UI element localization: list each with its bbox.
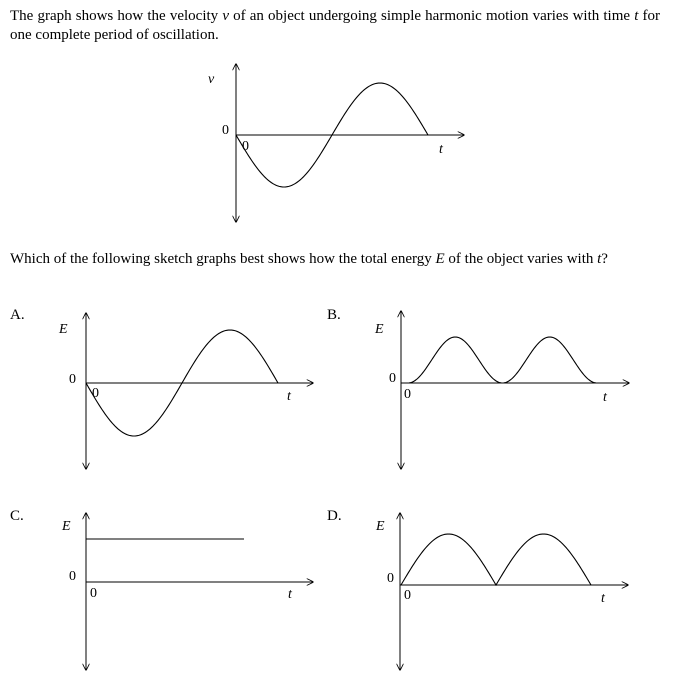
question-part-2: of the object varies with [444,251,598,267]
option-b-graph [374,311,629,469]
option-a-graph [58,313,313,469]
velocity-x-label: t [439,142,443,157]
option-a-x-label: t [287,389,291,404]
intro-var-t: t [634,8,639,24]
option-c-y-label: E [62,519,71,534]
option-b-x-label: t [603,390,607,405]
intro-var-v: v [222,8,229,24]
question-var-t: t [597,251,602,267]
intro-part-2: of an object undergoing simple harmonic motion varies with time [228,8,635,24]
question-part-1: Which of the following sketch graphs best shows how the total energy [10,251,436,267]
option-c-x-label: t [288,587,292,602]
velocity-origin-y: 0 [222,123,229,138]
option-d-graph [375,513,628,670]
option-c-origin-y: 0 [69,569,76,584]
option-c-graph [61,513,313,670]
option-a-origin-y: 0 [69,372,76,387]
option-a-letter: A. [10,307,25,323]
option-b-origin-y: 0 [389,371,396,386]
option-d-x-label: t [601,591,605,606]
option-d-letter: D. [327,508,342,524]
option-b-origin-x: 0 [404,387,411,402]
option-d-curve [401,534,591,585]
option-d-y-label: E [376,519,385,534]
option-b-y-label: E [375,322,384,337]
option-c-letter: C. [10,508,24,524]
option-b-letter: B. [327,307,341,323]
option-a-y-label: E [59,322,68,337]
velocity-origin-x: 0 [242,139,249,154]
option-c-origin-x: 0 [90,586,97,601]
option-d-origin-x: 0 [404,588,411,603]
intro-part-1: The graph shows how the velocity [10,8,223,24]
option-a-origin-x: 0 [92,386,99,401]
velocity-y-label: v [208,72,215,87]
intro-part-3: for one complete period of oscillation. [10,8,660,43]
option-b-curve [408,337,597,383]
option-d-origin-y: 0 [387,571,394,586]
question-var-E: E [435,251,445,267]
question-part-3: ? [601,251,608,267]
